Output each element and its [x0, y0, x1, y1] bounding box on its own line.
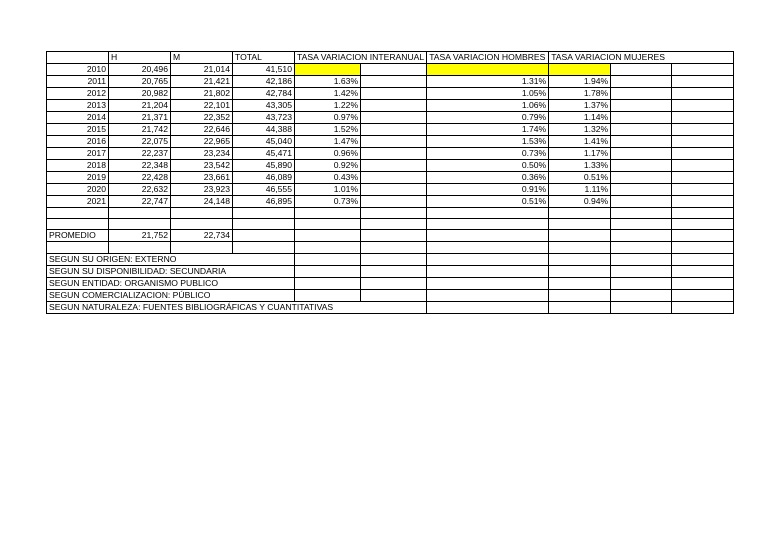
header-row — [47, 52, 734, 64]
year-cell[interactable]: 2014 — [47, 112, 109, 124]
promedio-h[interactable]: 21,752 — [109, 230, 171, 242]
empty-cell[interactable] — [427, 219, 549, 230]
total-cell[interactable]: 46,555 — [233, 184, 295, 196]
promedio-m[interactable]: 22,734 — [171, 230, 233, 242]
header-corner-cell[interactable] — [47, 52, 109, 64]
empty-cell[interactable] — [109, 219, 171, 230]
m-cell[interactable]: 24,148 — [171, 196, 233, 208]
empty-cell[interactable] — [672, 277, 734, 289]
table-row — [47, 196, 734, 208]
table-row — [47, 88, 734, 100]
empty-cell[interactable] — [549, 277, 611, 289]
tasa-hombres-cell[interactable]: 1.06% — [427, 100, 549, 112]
empty-cell[interactable] — [611, 76, 672, 88]
tasa-hombres-cell[interactable]: 1.53% — [427, 136, 549, 148]
note-row — [47, 265, 734, 277]
h-cell[interactable]: 22,237 — [109, 148, 171, 160]
empty-cell[interactable] — [233, 219, 295, 230]
empty-cell[interactable] — [171, 219, 233, 230]
tasa-hombres-cell[interactable]: 0.79% — [427, 112, 549, 124]
total-cell[interactable]: 46,089 — [233, 172, 295, 184]
total-cell[interactable]: 42,186 — [233, 76, 295, 88]
table-row — [47, 76, 734, 88]
tasa-interanual-cell[interactable]: 0.92% — [295, 160, 361, 172]
empty-cell[interactable] — [295, 208, 361, 219]
empty-cell[interactable] — [233, 242, 295, 253]
empty-cell[interactable] — [611, 301, 672, 313]
empty-cell[interactable] — [47, 242, 109, 253]
empty-cell[interactable] — [361, 253, 427, 265]
tasa-mujeres-cell[interactable]: 1.14% — [549, 112, 611, 124]
m-cell[interactable]: 21,421 — [171, 76, 233, 88]
tasa-mujeres-cell[interactable]: 1.94% — [549, 76, 611, 88]
empty-cell[interactable] — [427, 301, 549, 313]
empty-cell[interactable] — [672, 265, 734, 277]
empty-cell[interactable] — [549, 208, 611, 219]
total-cell[interactable]: 43,305 — [233, 100, 295, 112]
empty-cell[interactable] — [611, 136, 672, 148]
note-cell[interactable]: SEGUN COMERCIALIZACION: PÚBLICO — [47, 289, 295, 301]
tasa-mujeres-cell[interactable]: 1.17% — [549, 148, 611, 160]
empty-cell[interactable] — [549, 265, 611, 277]
total-cell[interactable]: 43,723 — [233, 112, 295, 124]
m-cell[interactable]: 23,542 — [171, 160, 233, 172]
empty-cell[interactable] — [295, 242, 361, 253]
h-cell[interactable]: 21,204 — [109, 100, 171, 112]
empty-row — [47, 208, 734, 219]
tasa-mujeres-cell[interactable] — [549, 64, 611, 76]
empty-cell[interactable] — [361, 148, 427, 160]
empty-cell[interactable] — [109, 208, 171, 219]
empty-cell[interactable] — [427, 208, 549, 219]
empty-cell[interactable] — [672, 184, 734, 196]
empty-cell[interactable] — [361, 242, 427, 253]
empty-cell[interactable] — [549, 230, 611, 242]
empty-cell[interactable] — [361, 219, 427, 230]
table-row — [47, 136, 734, 148]
empty-cell[interactable] — [672, 100, 734, 112]
note-cell[interactable]: SEGUN NATURALEZA: FUENTES BIBLIOGRÁFICAS Y CUANTITATIVAS — [47, 301, 427, 313]
empty-cell[interactable] — [672, 124, 734, 136]
year-cell[interactable]: 2013 — [47, 100, 109, 112]
table-row — [47, 148, 734, 160]
empty-cell[interactable] — [295, 253, 361, 265]
year-cell[interactable]: 2018 — [47, 160, 109, 172]
tasa-interanual-cell[interactable]: 1.42% — [295, 88, 361, 100]
table-row — [47, 100, 734, 112]
tasa-interanual-cell[interactable]: 1.52% — [295, 124, 361, 136]
tasa-mujeres-cell[interactable]: 0.94% — [549, 196, 611, 208]
total-cell[interactable]: 45,890 — [233, 160, 295, 172]
empty-cell[interactable] — [361, 76, 427, 88]
promedio-row — [47, 230, 734, 242]
total-cell[interactable]: 45,040 — [233, 136, 295, 148]
tasa-interanual-cell[interactable]: 1.47% — [295, 136, 361, 148]
m-cell[interactable]: 23,923 — [171, 184, 233, 196]
empty-cell[interactable] — [427, 230, 549, 242]
empty-cell[interactable] — [295, 277, 361, 289]
h-cell[interactable]: 22,747 — [109, 196, 171, 208]
empty-cell[interactable] — [611, 112, 672, 124]
note-row — [47, 277, 734, 289]
empty-cell[interactable] — [672, 301, 734, 313]
empty-cell[interactable] — [295, 230, 361, 242]
table-row — [47, 172, 734, 184]
empty-cell[interactable] — [549, 253, 611, 265]
header-tasa-hombres[interactable]: TASA VARIACION HOMBRES — [427, 52, 549, 64]
empty-cell[interactable] — [672, 289, 734, 301]
empty-cell[interactable] — [611, 196, 672, 208]
empty-row — [47, 219, 734, 230]
year-cell[interactable]: 2016 — [47, 136, 109, 148]
total-cell[interactable]: 45,471 — [233, 148, 295, 160]
empty-cell[interactable] — [611, 289, 672, 301]
m-cell[interactable]: 22,646 — [171, 124, 233, 136]
h-cell[interactable]: 22,428 — [109, 172, 171, 184]
empty-cell[interactable] — [672, 136, 734, 148]
table-body — [47, 52, 734, 314]
empty-cell[interactable] — [361, 265, 427, 277]
empty-cell[interactable] — [171, 208, 233, 219]
promedio-label[interactable]: PROMEDIO — [47, 230, 109, 242]
table-row — [47, 64, 734, 76]
year-cell[interactable]: 2020 — [47, 184, 109, 196]
note-row — [47, 289, 734, 301]
year-cell[interactable]: 2019 — [47, 172, 109, 184]
empty-cell[interactable] — [672, 112, 734, 124]
empty-cell[interactable] — [672, 172, 734, 184]
tasa-hombres-cell[interactable]: 0.73% — [427, 148, 549, 160]
tasa-hombres-cell[interactable]: 0.91% — [427, 184, 549, 196]
empty-cell[interactable] — [427, 242, 549, 253]
empty-cell[interactable] — [361, 88, 427, 100]
year-cell[interactable]: 2021 — [47, 196, 109, 208]
tasa-hombres-cell[interactable]: 1.31% — [427, 76, 549, 88]
header-tasa-interanual[interactable]: TASA VARIACION INTERANUAL — [295, 52, 427, 64]
h-cell[interactable]: 20,496 — [109, 64, 171, 76]
table-row — [47, 112, 734, 124]
year-cell[interactable]: 2017 — [47, 148, 109, 160]
tasa-interanual-cell[interactable]: 1.22% — [295, 100, 361, 112]
m-cell[interactable]: 23,234 — [171, 148, 233, 160]
tasa-hombres-cell[interactable]: 0.36% — [427, 172, 549, 184]
note-cell[interactable]: SEGUN SU ORIGEN: EXTERNO — [47, 253, 295, 265]
empty-cell[interactable] — [611, 184, 672, 196]
empty-cell[interactable] — [549, 301, 611, 313]
h-cell[interactable]: 20,765 — [109, 76, 171, 88]
m-cell[interactable]: 22,965 — [171, 136, 233, 148]
empty-cell[interactable] — [233, 230, 295, 242]
header-m[interactable]: M — [171, 52, 233, 64]
empty-cell[interactable] — [549, 219, 611, 230]
m-cell[interactable]: 23,661 — [171, 172, 233, 184]
empty-cell[interactable] — [171, 242, 233, 253]
empty-cell[interactable] — [611, 253, 672, 265]
empty-cell[interactable] — [361, 172, 427, 184]
note-row — [47, 253, 734, 265]
empty-cell[interactable] — [361, 277, 427, 289]
tasa-mujeres-cell[interactable]: 0.51% — [549, 172, 611, 184]
empty-cell[interactable] — [611, 219, 672, 230]
year-cell[interactable]: 2010 — [47, 64, 109, 76]
empty-cell[interactable] — [361, 112, 427, 124]
h-cell[interactable]: 22,075 — [109, 136, 171, 148]
table-row — [47, 184, 734, 196]
empty-cell[interactable] — [361, 64, 427, 76]
empty-cell[interactable] — [611, 277, 672, 289]
empty-cell[interactable] — [361, 230, 427, 242]
empty-cell[interactable] — [672, 88, 734, 100]
empty-cell[interactable] — [611, 265, 672, 277]
total-cell[interactable]: 46,895 — [233, 196, 295, 208]
m-cell[interactable]: 22,352 — [171, 112, 233, 124]
tasa-mujeres-cell[interactable]: 1.11% — [549, 184, 611, 196]
empty-cell[interactable] — [672, 160, 734, 172]
empty-cell[interactable] — [611, 172, 672, 184]
m-cell[interactable]: 22,101 — [171, 100, 233, 112]
empty-cell[interactable] — [47, 208, 109, 219]
table-row — [47, 160, 734, 172]
spreadsheet-table — [46, 51, 734, 314]
header-tasa-mujeres[interactable]: TASA VARIACION MUJERES — [549, 52, 734, 64]
empty-cell[interactable] — [611, 100, 672, 112]
tasa-mujeres-cell[interactable]: 1.33% — [549, 160, 611, 172]
empty-cell[interactable] — [361, 100, 427, 112]
empty-cell[interactable] — [611, 88, 672, 100]
empty-cell[interactable] — [549, 242, 611, 253]
year-cell[interactable]: 2015 — [47, 124, 109, 136]
empty-cell[interactable] — [672, 219, 734, 230]
empty-cell[interactable] — [427, 277, 549, 289]
tasa-interanual-cell[interactable]: 0.43% — [295, 172, 361, 184]
empty-cell[interactable] — [427, 289, 549, 301]
empty-cell[interactable] — [611, 242, 672, 253]
h-cell[interactable]: 21,742 — [109, 124, 171, 136]
empty-cell[interactable] — [233, 208, 295, 219]
empty-cell[interactable] — [611, 124, 672, 136]
tasa-hombres-cell[interactable]: 0.51% — [427, 196, 549, 208]
empty-cell[interactable] — [611, 230, 672, 242]
note-row — [47, 301, 734, 313]
total-cell[interactable]: 42,784 — [233, 88, 295, 100]
header-total[interactable]: TOTAL — [233, 52, 295, 64]
tasa-mujeres-cell[interactable]: 1.41% — [549, 136, 611, 148]
empty-cell[interactable] — [672, 64, 734, 76]
tasa-hombres-cell[interactable]: 0.50% — [427, 160, 549, 172]
empty-cell[interactable] — [672, 148, 734, 160]
empty-cell[interactable] — [361, 124, 427, 136]
total-cell[interactable]: 44,388 — [233, 124, 295, 136]
empty-cell[interactable] — [427, 265, 549, 277]
empty-cell[interactable] — [672, 230, 734, 242]
empty-cell[interactable] — [672, 76, 734, 88]
tasa-mujeres-cell[interactable]: 1.37% — [549, 100, 611, 112]
h-cell[interactable]: 20,982 — [109, 88, 171, 100]
empty-cell[interactable] — [295, 219, 361, 230]
empty-cell[interactable] — [611, 64, 672, 76]
empty-cell[interactable] — [672, 253, 734, 265]
tasa-mujeres-cell[interactable]: 1.78% — [549, 88, 611, 100]
note-cell[interactable]: SEGUN SU DISPONIBILIDAD: SECUNDARIA — [47, 265, 295, 277]
table-row — [47, 124, 734, 136]
total-cell[interactable]: 41,510 — [233, 64, 295, 76]
empty-cell[interactable] — [361, 160, 427, 172]
tasa-hombres-cell[interactable]: 1.05% — [427, 88, 549, 100]
empty-cell[interactable] — [611, 208, 672, 219]
empty-cell[interactable] — [672, 208, 734, 219]
tasa-interanual-cell[interactable] — [295, 64, 361, 76]
tasa-interanual-cell[interactable]: 0.97% — [295, 112, 361, 124]
tasa-interanual-cell[interactable]: 0.73% — [295, 196, 361, 208]
h-cell[interactable]: 21,371 — [109, 112, 171, 124]
empty-cell[interactable] — [361, 136, 427, 148]
empty-cell[interactable] — [611, 148, 672, 160]
year-cell[interactable]: 2012 — [47, 88, 109, 100]
empty-cell[interactable] — [295, 265, 361, 277]
tasa-hombres-cell[interactable]: 1.74% — [427, 124, 549, 136]
empty-cell[interactable] — [672, 242, 734, 253]
tasa-hombres-cell[interactable] — [427, 64, 549, 76]
header-h[interactable]: H — [109, 52, 171, 64]
tasa-interanual-cell[interactable]: 0.96% — [295, 148, 361, 160]
tasa-mujeres-cell[interactable]: 1.32% — [549, 124, 611, 136]
empty-cell[interactable] — [109, 242, 171, 253]
empty-cell[interactable] — [361, 208, 427, 219]
empty-cell[interactable] — [361, 196, 427, 208]
h-cell[interactable]: 22,348 — [109, 160, 171, 172]
m-cell[interactable]: 21,014 — [171, 64, 233, 76]
note-cell[interactable]: SEGUN ENTIDAD: ORGANISMO PUBLICO — [47, 277, 295, 289]
empty-cell[interactable] — [361, 289, 427, 301]
empty-cell[interactable] — [361, 184, 427, 196]
empty-cell[interactable] — [47, 219, 109, 230]
empty-row — [47, 242, 734, 253]
tasa-interanual-cell[interactable]: 1.01% — [295, 184, 361, 196]
tasa-interanual-cell[interactable]: 1.63% — [295, 76, 361, 88]
empty-cell[interactable] — [549, 289, 611, 301]
year-cell[interactable]: 2011 — [47, 76, 109, 88]
empty-cell[interactable] — [672, 196, 734, 208]
empty-cell[interactable] — [611, 160, 672, 172]
m-cell[interactable]: 21,802 — [171, 88, 233, 100]
empty-cell[interactable] — [427, 253, 549, 265]
h-cell[interactable]: 22,632 — [109, 184, 171, 196]
empty-cell[interactable] — [295, 289, 361, 301]
